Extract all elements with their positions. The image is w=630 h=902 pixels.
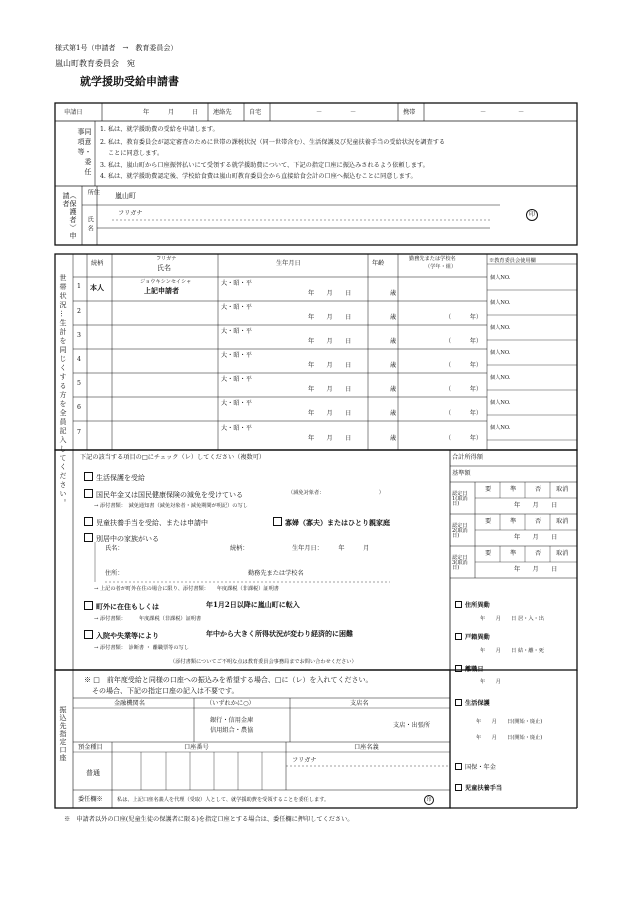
sep-birth[interactable]: 生年月日： 年 月	[292, 545, 370, 552]
row-ymd[interactable]: 年 月 日	[308, 338, 352, 345]
account-holder-label: 口座名義	[354, 744, 379, 751]
status-cancel[interactable]: 取消	[556, 550, 569, 557]
col-school-sub: （学年・組）	[425, 264, 457, 270]
sep-docs: → 上記の者が町外在住の場合に限り、添付書類： 年度課税（非課税）証明書	[94, 586, 279, 592]
status-deny[interactable]: 否	[535, 518, 542, 525]
welfare-date-2[interactable]: 年 月 日(開始・廃止)	[476, 735, 543, 741]
row-relation[interactable]: 本人	[90, 283, 104, 292]
row-grade[interactable]: （ 年）	[445, 314, 483, 321]
row-era[interactable]: 大・昭・平	[221, 400, 252, 407]
check-child[interactable]: 児童扶養手当を受給、または申請中	[84, 517, 208, 527]
row-age[interactable]: 歳	[390, 290, 397, 297]
consent-item-3: 3. 私は、嵐山町から口座振替払いにて受領する就学援助費について、下記の指定口座に振込みされるよう依頼します。	[100, 162, 429, 169]
row-age[interactable]: 歳	[390, 410, 397, 417]
deposit-type-label: 預金種目	[78, 744, 103, 751]
checklist-intro: 下記の該当する項目の□にチェック（レ）してください（複数可）	[80, 454, 266, 461]
checkbox[interactable]	[455, 665, 462, 672]
delegate-label: 委任欄※	[78, 796, 103, 803]
name-label: 氏名	[86, 216, 94, 235]
checkbox[interactable]	[84, 630, 93, 639]
row-num: 6	[77, 404, 81, 411]
job-leave-date[interactable]: 年 月	[480, 679, 501, 685]
job-leave[interactable]: 離職日	[455, 665, 484, 673]
date-day[interactable]: 日	[192, 109, 199, 116]
checkbox[interactable]	[84, 517, 93, 526]
contact-label: 連絡先	[213, 109, 232, 116]
welfare-status[interactable]: 生活保護	[455, 699, 490, 707]
inquiry-note: （添付書類についてご不明な点は教育委員会事務局までお問い合わせください）	[170, 659, 357, 665]
checkbox[interactable]	[455, 763, 462, 770]
home-dash-2: －	[350, 109, 357, 116]
pension-docs: → 添付書類： 減免通知書（減免対象者・減免期間が明記）の写し	[94, 503, 248, 509]
checkbox[interactable]	[84, 533, 93, 542]
row-era[interactable]: 大・昭・平	[221, 352, 252, 359]
moved-detail: 年1月2日以降に嵐山町に転入	[206, 600, 300, 609]
official-entry: 個人NO.	[490, 350, 511, 356]
row-num: 5	[77, 380, 81, 387]
status-cancel[interactable]: 取消	[556, 486, 569, 493]
consent-item-2b: ことに同意します。	[108, 150, 164, 157]
delegate-seal-icon: 印	[424, 795, 434, 805]
checkbox[interactable]	[455, 784, 462, 791]
row-ymd[interactable]: 年 月 日	[308, 435, 352, 442]
status-deny[interactable]: 否	[535, 486, 542, 493]
row-grade[interactable]: （ 年）	[445, 410, 483, 417]
holder-furigana[interactable]: フリガナ	[292, 757, 317, 764]
name-furigana[interactable]: フリガナ	[118, 210, 143, 217]
hospital-docs: → 添付書類： 診断書 ・ 離職票等の写し	[94, 645, 189, 651]
row-ymd[interactable]: 年 月 日	[308, 362, 352, 369]
sep-name[interactable]: 氏名：	[105, 545, 124, 552]
status-approve[interactable]: 要	[485, 518, 492, 525]
standard-amount: 基準額	[452, 470, 471, 477]
check-widow[interactable]: 寡婦（寡夫）またはひとり親家庭	[273, 517, 390, 526]
col-age: 年齢	[372, 260, 385, 267]
row-era[interactable]: 大・昭・平	[221, 280, 252, 287]
date-month[interactable]: 月	[168, 109, 175, 116]
account-number-label: 口座番号	[184, 744, 209, 751]
official-entry: 個人NO.	[490, 325, 511, 331]
sep-relation[interactable]: 続柄：	[230, 545, 249, 552]
form-number: 様式第1号（申請者 → 教育委員会）	[55, 44, 178, 52]
bank-note-2: その場合、下記の指定口座の記入は不要です。	[92, 687, 239, 695]
official-label: ※教育委員会使用欄	[489, 258, 536, 264]
addressee: 嵐山町教育委員会 宛	[55, 59, 135, 68]
row-grade[interactable]: （ 年）	[445, 386, 483, 393]
mobile-dash-1: －	[480, 109, 487, 116]
row-era[interactable]: 大・昭・平	[221, 376, 252, 383]
decision-date[interactable]: 年 月 日	[514, 534, 558, 541]
status-cancel[interactable]: 取消	[556, 518, 569, 525]
total-income: 合計所得額	[452, 454, 483, 461]
residence-change[interactable]: 住所異動	[455, 601, 490, 609]
family-register-date[interactable]: 年 月 日 結・離・死	[480, 648, 544, 654]
decision-3: 認定日3(取消日)	[452, 555, 468, 572]
checkbox[interactable]	[273, 517, 282, 526]
check-pension[interactable]: 国民年金又は国民健康保険の減免を受けている	[84, 489, 243, 499]
row-age[interactable]: 歳	[390, 314, 397, 321]
decision-1: 認定日1(取消日)	[452, 491, 468, 508]
pension-note: （減免対象者： ）	[288, 490, 384, 496]
mobile-label: 携帯	[403, 109, 416, 116]
deposit-type-value[interactable]: 普通	[86, 769, 100, 777]
applicant-label: （保護者）申請者	[62, 192, 77, 240]
checkbox[interactable]	[84, 472, 93, 481]
pension-check[interactable]: 国保・年金	[455, 763, 496, 771]
address-label: 住所	[86, 189, 100, 199]
date-year[interactable]: 年	[143, 109, 150, 116]
checkbox[interactable]	[84, 489, 93, 498]
col-birthdate: 生年月日	[276, 260, 301, 267]
official-entry: 個人NO.	[490, 375, 511, 381]
row-era[interactable]: 大・昭・平	[221, 304, 252, 311]
child-allowance-check[interactable]: 児童扶養手当	[455, 784, 502, 792]
bank-side-label: 振込先指定口座	[59, 706, 67, 762]
check-welfare[interactable]: 生活保護を受給	[84, 472, 145, 482]
row-ymd[interactable]: 年 月 日	[308, 386, 352, 393]
row-name[interactable]: 上記申請者	[144, 286, 179, 295]
official-entry: 個人NO.	[490, 425, 511, 431]
consent-label: 同意・委任事項等	[77, 128, 92, 178]
row-age[interactable]: 歳	[390, 338, 397, 345]
household-side-label: 世帯状況…生計を同じくする方を全員記入してください。	[59, 274, 67, 508]
family-register-change[interactable]: 戸籍異動	[455, 633, 490, 641]
col-school: 勤務先または学校名	[409, 256, 456, 262]
status-quasi[interactable]: 準	[510, 486, 517, 493]
decision-2: 認定日2(取消日)	[452, 523, 468, 540]
home-label: 自宅	[249, 109, 262, 116]
welfare-date-1[interactable]: 年 月 日(開始・廃止)	[476, 719, 543, 725]
row-grade[interactable]: （ 年）	[445, 338, 483, 345]
bank-type-1[interactable]: 銀行・信用金庫	[210, 717, 254, 724]
sep-school[interactable]: 勤務先または学校名	[248, 570, 304, 577]
check-moved[interactable]: 町外に在住もしくは	[84, 601, 159, 610]
branch-label: 支店名	[350, 700, 369, 707]
bank-name-label: 金融機関名	[114, 700, 145, 707]
decision-date[interactable]: 年 月 日	[514, 502, 558, 509]
home-dash-1: －	[316, 109, 323, 116]
status-approve[interactable]: 要	[485, 550, 492, 557]
row-furigana[interactable]: ジョウキシンセイシャ	[140, 279, 192, 285]
row-grade[interactable]: （ 年）	[445, 362, 483, 369]
col-furigana: フリガナ	[156, 256, 177, 262]
row-ymd[interactable]: 年 月 日	[308, 410, 352, 417]
bank-note-1[interactable]: ※ □ 前年度受給と同様の口座への振込みを希望する場合、□に（レ）を入れてください。	[84, 676, 373, 684]
row-num: 7	[77, 429, 81, 436]
official-entry: 個人NO.	[490, 275, 511, 281]
status-quasi[interactable]: 準	[510, 550, 517, 557]
decision-date[interactable]: 年 月 日	[514, 566, 558, 573]
consent-item-1: 1. 私は、就学援助費の受給を申請します。	[100, 126, 219, 133]
row-era[interactable]: 大・昭・平	[221, 328, 252, 335]
status-deny[interactable]: 否	[535, 550, 542, 557]
row-num: 4	[77, 356, 81, 363]
checkbox[interactable]	[455, 601, 462, 608]
mobile-dash-2: －	[518, 109, 525, 116]
consent-item-2: 2. 私は、教育委員会が認定審査のために世帯の課税状況（同一世帯含む）、生活保護及び児童扶養手当の受給状況を調査する	[100, 139, 446, 146]
row-era[interactable]: 大・昭・平	[221, 425, 252, 432]
row-num: 3	[77, 332, 81, 339]
footnote: ※ 申請者以外の口座(児童生徒の保護者に限る)を指定口座とする場合は、委任欄に押印してください。	[64, 816, 354, 823]
status-quasi[interactable]: 準	[510, 518, 517, 525]
checkbox[interactable]	[455, 633, 462, 640]
row-age[interactable]: 歳	[390, 362, 397, 369]
row-num: 1	[77, 283, 81, 290]
date-label: 申請日	[64, 109, 83, 116]
moved-docs: → 添付書類： 年度課税（非課税）証明書	[94, 616, 202, 622]
row-num: 2	[77, 308, 81, 315]
hospital-detail: 年中から大きく所得状況が変わり経済的に困難	[206, 629, 353, 638]
row-ymd[interactable]: 年 月 日	[308, 290, 352, 297]
bank-type-label: （いずれかに○）	[206, 700, 255, 707]
seal-icon: 印	[526, 209, 538, 221]
consent-item-4: 4. 私は、就学援助費認定後、学校給食費は嵐山町教育委員会から直接給食会計の口座へ振込むことに同意します。	[100, 173, 417, 180]
residence-change-date[interactable]: 年 月 日 居・入・出	[480, 616, 544, 622]
row-grade[interactable]: （ 年）	[445, 435, 483, 442]
status-approve[interactable]: 要	[485, 486, 492, 493]
page-title: 就学援助受給申請書	[80, 75, 179, 88]
branch-type[interactable]: 支店・出張所	[393, 722, 431, 729]
official-entry: 個人NO.	[490, 400, 511, 406]
checkbox[interactable]	[455, 699, 462, 706]
col-relation: 続柄	[91, 260, 104, 267]
checkbox[interactable]	[84, 601, 93, 610]
check-separate[interactable]: 別居中の家族がいる	[84, 533, 159, 543]
row-age[interactable]: 歳	[390, 435, 397, 442]
address-value[interactable]: 嵐山町	[115, 192, 136, 200]
sep-address[interactable]: 住所：	[105, 570, 124, 577]
bank-type-2[interactable]: 信用組合・農協	[210, 727, 254, 734]
row-age[interactable]: 歳	[390, 386, 397, 393]
check-hospital[interactable]: 入院や失業等により	[84, 630, 159, 639]
col-name: 氏名	[157, 264, 171, 272]
delegate-text: 私は、上記口座名義人を代理（受取）人として、就学援助費を受領することを委任します。	[117, 797, 330, 803]
row-ymd[interactable]: 年 月 日	[308, 314, 352, 321]
official-entry: 個人NO.	[490, 300, 511, 306]
